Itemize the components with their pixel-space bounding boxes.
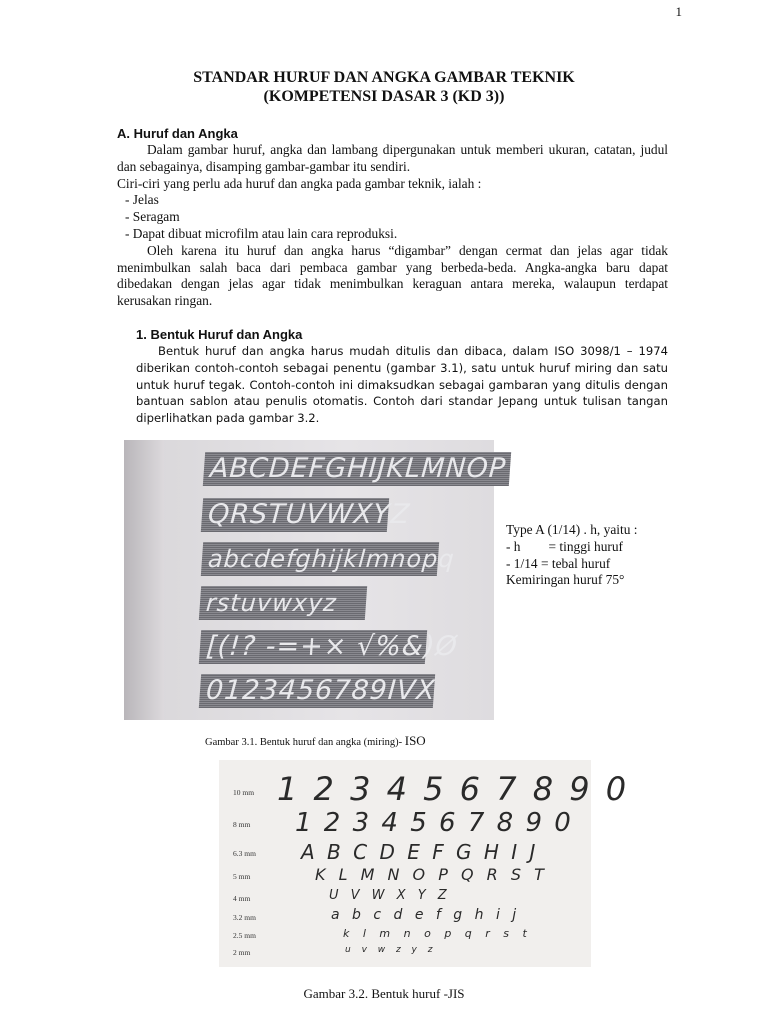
figure-2-caption: Gambar 3.2. Bentuk huruf -JIS (303, 986, 465, 1001)
note-line-4: Kemiringan huruf 75° (506, 572, 625, 588)
title-line-1: STANDAR HURUF DAN ANGKA GAMBAR TEKNIK (193, 69, 575, 86)
section-a-paragraph-2: Ciri-ciri yang perlu ada huruf dan angka pada gambar teknik, ialah : (117, 175, 482, 191)
stencil-row: abcdefghijklmnopq (201, 542, 439, 576)
figure-1-caption-text: Gambar 3.1. Bentuk huruf dan angka (miring)- (205, 737, 405, 748)
jis-row (219, 888, 591, 908)
jis-row (219, 808, 591, 838)
size-label: 2 mm (233, 948, 251, 957)
size-label: 3.2 mm (233, 913, 256, 922)
jis-row (219, 840, 591, 866)
stencil-row: rstuvwxyz (199, 586, 367, 620)
jis-row (219, 927, 591, 945)
jis-row (219, 907, 591, 927)
jis-glyphs: 1 2 3 4 5 6 7 8 9 0 (295, 808, 573, 838)
note-h-desc: = tinggi huruf (548, 538, 624, 554)
figure-1-caption (205, 733, 426, 749)
jis-row (219, 865, 591, 887)
section-1-body (136, 343, 668, 427)
section-a-heading: A. Huruf dan Angka (117, 126, 238, 141)
stencil-row: [(!? -=+× √%&)Ø (199, 630, 427, 664)
list-item: - Dapat dibuat microfilm atau lain cara reproduksi. (125, 225, 398, 241)
section-a-paragraph-3: Oleh karena itu huruf dan angka harus “digambar” dengan cermat dan jelas agar tidak menimbulkan salah baca dari pembaca gambar yang berbeda-beda. Angka-angka baru dapat dibedakan dengan jelas agar tidak menimbulkan keraguan antara mereka, walaupun terdapat kerusakan ringan. (117, 242, 668, 309)
figure-jis-lettering (219, 760, 630, 967)
type-a-note (506, 522, 637, 589)
jis-glyphs: 1 2 3 4 5 6 7 8 9 0 (277, 770, 630, 808)
figure-1-caption-iso: ISO (404, 733, 426, 748)
jis-glyphs: K L M N O P Q R S T (315, 865, 548, 884)
size-label: 5 mm (233, 872, 251, 881)
size-label: 10 mm (233, 788, 255, 797)
size-label: 8 mm (233, 820, 251, 829)
note-h-label: - h (506, 538, 521, 554)
section-a-paragraph-1: Dalam gambar huruf, angka dan lambang dipergunakan untuk memberi ukuran, catatan, judul dan sebagainya, disamping gambar-gambar itu sendiri. (117, 142, 668, 174)
page-number: 1 (675, 4, 682, 19)
section-a-body (117, 142, 668, 310)
section-1-paragraph: Bentuk huruf dan angka harus mudah ditulis dan dibaca, dalam ISO 3098/1 – 1974 diberikan contoh-contoh sebagai penentu (gambar 3.1), satu untuk huruf miring dan satu untuk huruf tegak. Contoh-contoh ini dimaksudkan sebagai gambaran yang ditulis dengan bantuan sablon atau penulis otomatis. Contoh dari standar Jepang untuk tulisan tangan diperlihatkan pada gambar 3.2. (136, 344, 668, 426)
list-item: - Jelas (125, 192, 159, 208)
stencil-row: QRSTUVWXYZ (201, 498, 389, 532)
jis-glyphs: k l m n o p q r s t (343, 927, 532, 940)
jis-row (219, 945, 591, 963)
criteria-list (117, 192, 668, 242)
jis-glyphs: U V W X Y Z (329, 888, 451, 903)
note-line-2 (506, 539, 637, 556)
note-line-3: - 1/14 = tebal huruf (506, 555, 611, 571)
jis-glyphs: A B C D E F G H I J (301, 840, 539, 864)
section-1-heading: 1. Bentuk Huruf dan Angka (136, 327, 303, 342)
title-line-2: (KOMPETENSI DASAR 3 (KD 3)) (263, 88, 505, 105)
jis-glyphs: a b c d e f g h i j (331, 907, 521, 923)
jis-glyphs: u v w z y z (345, 945, 437, 955)
size-label: 4 mm (233, 894, 251, 903)
jis-row (219, 770, 630, 810)
size-label: 2.5 mm (233, 931, 256, 940)
size-label: 6.3 mm (233, 849, 256, 858)
figure-iso-lettering (124, 440, 508, 720)
stencil-row: 0123456789IVX (199, 674, 435, 708)
note-line-1: Type A (1/14) . h, yaitu : (506, 522, 638, 537)
list-item: - Seragam (125, 209, 180, 225)
document-title (0, 68, 768, 106)
stencil-row: ABCDEFGHIJKLMNOP (203, 452, 511, 486)
